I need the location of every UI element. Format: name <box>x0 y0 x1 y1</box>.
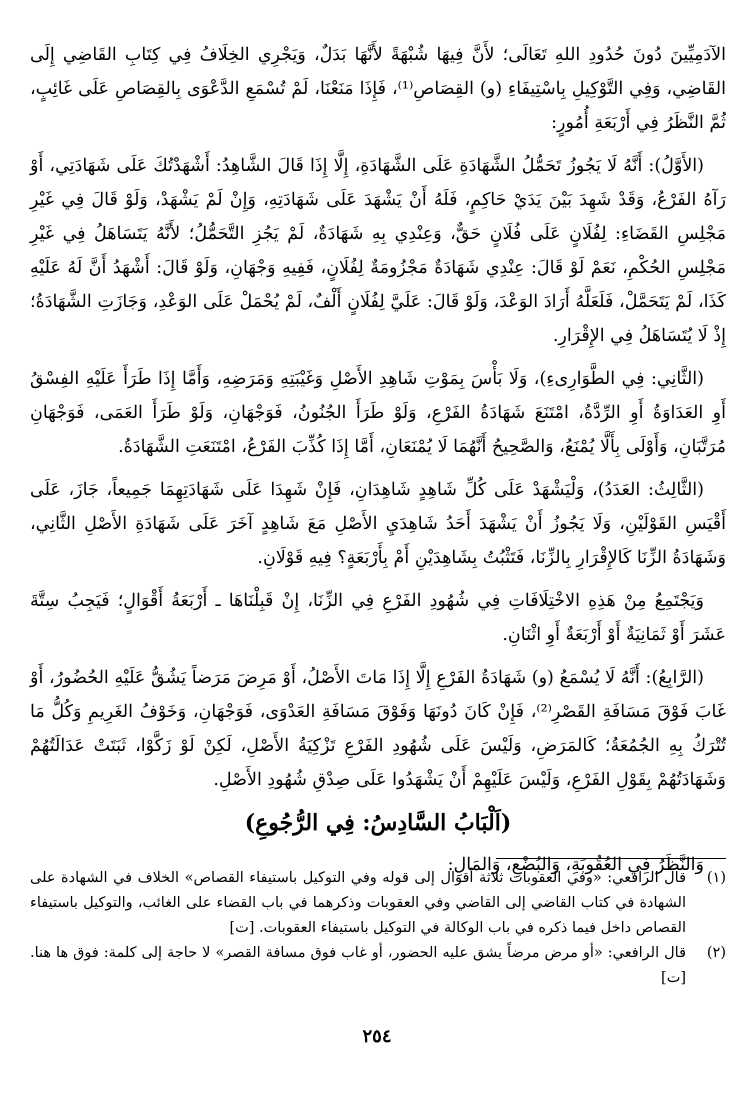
footnote-number: (١) <box>706 870 726 886</box>
paragraph-second-matter: (الثَّانِي: فِي الطَّوَارِىءِ)، وَلَا بَأْسَ بِمَوْتِ شَاهِدِ الأَصْلِ وَغَيْبَتِهِ وَمَرَضِهِ، وَأَمَّا إِذَا طَرَأَ عَلَيْهِ الفِسْقُ أَوِ العَدَاوَةُ أَوِ الرِّدَّةُ، امْتَنَعَ شَهَادَةُ الفَرْعِ، وَلَوْ طَرَأَ الجُنُونُ، فَوَجْهَانِ، وَلَوْ طَرَأَ العَمَى، فَوَجْهَانِ مُرَتَّبَانِ، وَأَوْلَى بِأَلَّا يُمْنَعُ، وَالصَّحِيحُ أَنَّهُمَا لَا يُمْنَعَانِ، أَمَّا إِذَا كُذِّبَ الفَرْعُ، امْتَنَعَتِ الشَّهَادَةُ. <box>30 369 726 457</box>
paragraph-continuation: الآدَمِيِّينَ دُونَ حُدُودِ اللهِ تَعَالَى؛ لأَنَّ فِيهَا شُبْهَةً لأَنَّهَا بَدَلٌ، وَيَجْرِي الخِلَافُ فِي كِتَابِ القَاضِي إِلَى القَاضِي، وَفِي التَّوْكِيلِ بِاسْتِيفَاءِ (و) القِصَاصِ⁽¹⁾، فَإِذَا مَنَعْنَا، لَمْ تُسْمَعِ الدَّعْوَى بِالقِصَاصِ عَلَى غَائِبٍ، ثُمَّ النَّظَرُ فِي أَرْبَعَةِ أُمُورٍ: <box>30 45 726 133</box>
paragraph-third-matter: (الثَّالِثُ: العَدَدُ)، وَلْيَشْهَدْ عَلَى كُلِّ شَاهِدٍ شَاهِدَانِ، فَإِنْ شَهِدَا عَلَى شَهَادَتِهِمَا جَمِيعاً، جَازَ، عَلَى أَقْيَسِ القَوْلَيْنِ، وَلَا يَجُوزُ أَنْ يَشْهَدَ أَحَدُ شَاهِدَيِ الأَصْلِ مَعَ شَاهِدٍ آخَرَ عَلَى شَهَادَةِ الأَصْلِ الثَّانِي، وَشَهَادَةُ الزِّنَا كَالإِقْرَارِ بِالزِّنَا، فَتَثْبُتُ بِشَاهِدَيْنِ أَمْ بِأَرْبَعَةٍ؟ فِيهِ قَوْلَانِ. <box>30 480 726 568</box>
page-number: ٢٥٤ <box>362 1026 392 1047</box>
footnote-number: (٢) <box>706 945 726 961</box>
footnote-text: قال الرافعي: «وفي العقوبات ثلاثة أقوال إلى قوله وفي التوكيل باستيفاء القصاص» الخلاف في الشهادة على الشهادة في كتاب القاضي إلى القاضي وفي العقوبات وذكرهما في باب القضاء على الغائب، والتوكيل باستيفاء القصاص داخل فيما ذكره في باب الوكالة في التوكيل باستيفاء العقوبات. [ت] <box>30 870 686 936</box>
footnote <box>30 866 726 941</box>
main-text <box>30 38 726 882</box>
chapter-intro: وَالنَّظَرُ فِي العُقُوبَةِ، وَالبُضْعِ، وَالمَالِ: <box>447 855 704 875</box>
paragraph-summary: وَيَجْتَمِعُ مِنْ هَذِهِ الاخْتِلَافَاتِ فِي شُهُودِ الفَرْعِ فِي الزِّنَا، إِنْ قَبِلْنَاهَا ـ أَرْبَعَةُ أَقْوَالٍ؛ فَيَجِبُ سِتَّةَ عَشَرَ أَوْ ثَمَانِيَةٌ أَوْ أَرْبَعَةٌ أَوِ اثْنَانِ. <box>30 591 726 645</box>
paragraph-fourth-matter: (الرَّابِعُ): أَنَّهُ لَا يُسْمَعُ (و) شَهَادَةُ الفَرْعِ إِلَّا إِذَا مَاتَ الأَصْلُ، أَوْ مَرِضَ مَرَضاً يَشُقُّ عَلَيْهِ الحُضُورُ، أَوْ غَابَ فَوْقَ مَسَافَةِ القَصْرِ⁽²⁾، فَإِنْ كَانَ دُونَهَا وَفَوْقَ مَسَافَةِ العَدْوَى، فَوَجْهَانِ، وَخَوْفُ الغَرِيمِ وَكُلُّ مَا تُتْرَكُ بِهِ الجُمُعَةُ؛ كَالمَرَضِ، وَلَيْسَ عَلَى شُهُودِ الفَرْعِ تَزْكِيَةُ الأَصْلِ، لَكِنْ لَوْ زَكَّوْا، ثَبَتَتْ عَدَالَتُهُمْ وَشَهَادَتُهُمْ بِقَوْلِ الفَرْعِ، وَلَيْسَ عَلَيْهِمْ أَنْ يَشْهَدُوا عَلَى صِدْقِ شُهُودِ الأَصْلِ. <box>30 668 726 790</box>
footnotes <box>30 866 726 991</box>
footnote-text: قال الرافعي: «أو مرض مرضاً يشق عليه الحضور، أو غاب فوق مسافة القصر» لا حاجة إلى كلمة: فوق ها هنا. [ت] <box>30 945 686 986</box>
footnote <box>30 941 726 991</box>
paragraph-first-matter: (الأَوَّلُ): أَنَّهُ لَا يَجُوزُ تَحَمُّلُ الشَّهَادَةِ عَلَى الشَّهَادَةِ، إِلَّا إِذَا قَالَ الشَّاهِدُ: أَشْهَدْتُكَ عَلَى شَهَادَتِي، أَوْ رَآهُ الفَرْعُ، وَقَدْ شَهِدَ بَيْنَ يَدَيْ حَاكِمٍ، فَلَهُ أَنْ يَشْهَدَ عَلَى شَهَادَتِهِ، وَإِنْ لَمْ يَشْهَدْ، وَلَوْ قَالَ فِي غَيْرِ مَجْلِسِ القَضَاءِ: لِفُلَانٍ عَلَى فُلَانٍ حَقٌّ، وَعِنْدِي بِهِ شَهَادَةٌ، لَمْ يَجُزِ التَّحَمُّلُ؛ لأَنَّهُ يَتَسَاهَلُ فِي غَيْرِ مَجْلِسِ الحُكْمِ، نَعَمْ لَوْ قَالَ: عِنْدِي شَهَادَةٌ مَجْزُومَةٌ لِفُلَانٍ، فَفِيهِ وَجْهَانِ، وَلَوْ قَالَ: أَشْهَدُ أَنَّ لَهُ عَلَيْهِ كَذَا، لَمْ يَتَحَمَّلْ، فَلَعَلَّهُ أَرَادَ الوَعْدَ، وَلَوْ قَالَ: عَلَيَّ لِفُلَانٍ أَلْفٌ، لَمْ يُحْمَلْ عَلَى الوَعْدِ، وَجَازَتِ الشَّهَادَةُ؛ إِذْ لَا يُتَسَاهَلُ فِي الإِقْرَارِ. <box>30 156 726 346</box>
chapter-title: (اَلْبَابُ السَّادِسُ: فِي الرُّجُوعِ) <box>244 810 512 836</box>
footnote-divider <box>496 858 726 859</box>
